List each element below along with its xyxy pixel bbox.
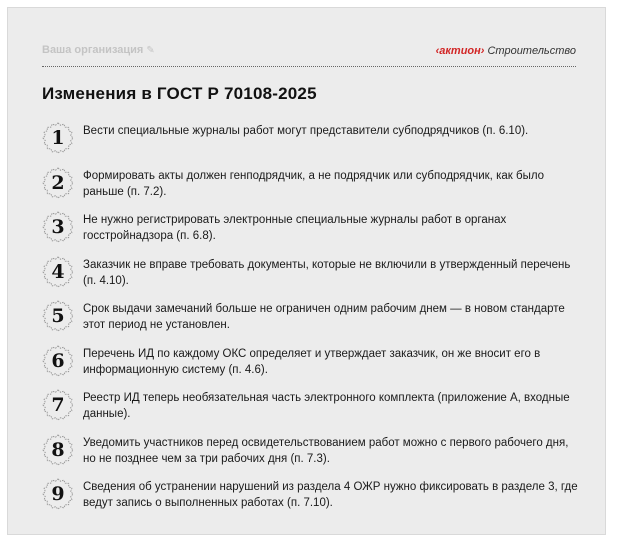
changes-list: [42, 120, 582, 521]
list-item: [42, 343, 582, 388]
brand-logo: [436, 45, 576, 57]
number-badge-icon: 8: [42, 434, 74, 466]
list-item: [42, 298, 582, 343]
number-badge-icon: 4: [42, 256, 74, 288]
page-title: Изменения в ГОСТ Р 70108-2025: [42, 84, 317, 103]
item-text: Перечень ИД по каждому ОКС определяет и утверждает заказчик, он же вносит его в информационную систему (п. 4.6).: [83, 347, 541, 376]
organization-label[interactable]: [42, 44, 155, 56]
item-text: Сведения об устранении нарушений из раздела 4 ОЖР нужно фиксировать в разделе 3, где ведут запись о выполненных работах (п. 7.10).: [83, 481, 578, 509]
item-text: Срок выдачи замечаний больше не ограничен одним рабочим днем — в новом стандарте этот период не установлен.: [83, 303, 565, 331]
number-badge-icon: 7: [42, 389, 74, 421]
infographic-card: [7, 7, 606, 535]
item-text: Заказчик не вправе требовать документы, которые не включили в утвержденный перечень (п. 4.10).: [83, 258, 571, 287]
list-item: [42, 165, 582, 210]
list-item: [42, 209, 582, 254]
pencil-icon[interactable]: ✎: [146, 45, 155, 56]
brand-main: ‹актион›: [435, 45, 485, 57]
item-text: Вести специальные журналы работ могут представители субподрядчиков (п. 6.10).: [83, 125, 529, 137]
item-text: Не нужно регистрировать электронные специальные журналы работ в органах госстройнадзора (п. 6.8).: [83, 214, 507, 242]
item-text: Уведомить участников перед освидетельствованием работ можно с первого рабочего дня, но не позднее чем за три рабочих дня (п. 7.3).: [83, 436, 569, 465]
list-item: [42, 120, 582, 165]
brand-sub: Строительство: [487, 45, 576, 57]
number-badge-icon: 1: [42, 122, 74, 154]
item-text: Формировать акты должен генподрядчик, а не подрядчик или субподрядчик, как было раньше (п. 7.2).: [83, 169, 545, 198]
organization-name: Ваша организация: [42, 44, 144, 56]
list-item: [42, 387, 582, 432]
list-item: [42, 254, 582, 299]
number-badge-icon: 6: [42, 345, 74, 377]
list-item: [42, 476, 582, 521]
number-badge-icon: 3: [42, 211, 74, 243]
number-badge-icon: 2: [42, 167, 74, 199]
header-bar: [42, 44, 576, 67]
item-text: Реестр ИД теперь необязательная часть электронного комплекта (приложение А, входные данные).: [83, 392, 570, 420]
number-badge-icon: 9: [42, 478, 74, 510]
number-badge-icon: 5: [42, 300, 74, 332]
list-item: [42, 432, 582, 477]
